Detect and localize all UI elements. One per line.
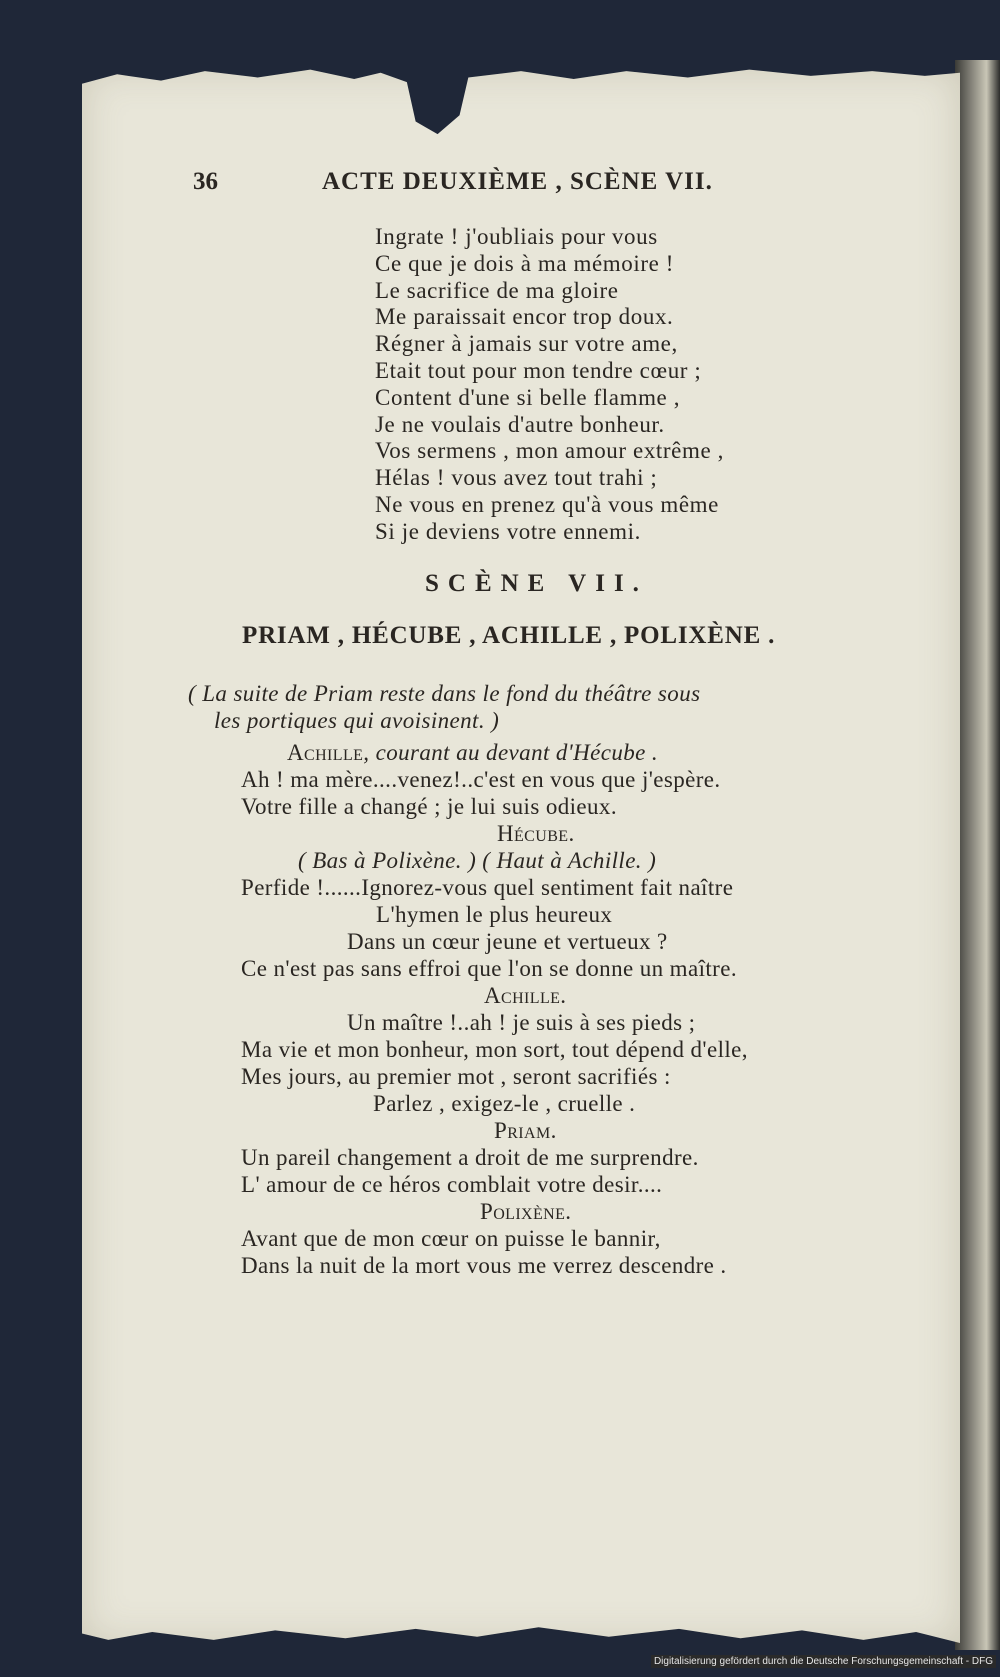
speaker-name: Achille. bbox=[484, 983, 567, 1008]
verse-line: Hélas ! vous avez tout trahi ; bbox=[375, 465, 658, 491]
dialogue-line: Avant que de mon cœur on puisse le bannir, bbox=[241, 1226, 661, 1251]
speaker-name: Achille bbox=[287, 740, 364, 765]
dialogue-line: Dans la nuit de la mort vous me verrez descendre . bbox=[241, 1253, 727, 1278]
verse-line: Si je deviens votre ennemi. bbox=[375, 518, 641, 544]
dialogue-line: Perfide !......Ignorez-vous quel sentiment fait naître bbox=[241, 875, 734, 900]
speaker-name: Hécube. bbox=[497, 821, 575, 846]
speaker-line bbox=[287, 740, 658, 766]
stage-direction bbox=[188, 680, 700, 734]
stage-direction-line: ( La suite de Priam reste dans le fond du théâtre sous bbox=[188, 681, 701, 706]
dialogue-line: Ce n'est pas sans effroi que l'on se donne un maître. bbox=[241, 956, 737, 981]
verse-line: Ne vous en prenez qu'à vous même bbox=[375, 491, 719, 517]
digitization-credit: Digitalisierung gefördert durch die Deutsche Forschungsgemeinschaft - DFG bbox=[651, 1655, 996, 1668]
adjacent-page-edge bbox=[955, 60, 1000, 1650]
dialogue-line: Un pareil changement a droit de me surprendre. bbox=[241, 1145, 699, 1170]
dialogue-line: Votre fille a changé ; je lui suis odieux. bbox=[241, 794, 617, 819]
dialogue-line: Un maître !..ah ! je suis à ses pieds ; bbox=[347, 1010, 696, 1035]
verse-line: Ce que je dois à ma mémoire ! bbox=[375, 250, 675, 276]
dialogue-line: Ah ! ma mère....venez!..c'est en vous que j'espère. bbox=[241, 767, 721, 792]
dialogue-line: Dans un cœur jeune et vertueux ? bbox=[347, 929, 668, 954]
verse-line: Content d'une si belle flamme , bbox=[375, 384, 681, 410]
running-head: ACTE DEUXIÈME , SCÈNE VII. bbox=[322, 168, 713, 195]
verse-block bbox=[375, 224, 724, 546]
dialogue-line: L' amour de ce héros comblait votre desir.... bbox=[241, 1172, 663, 1197]
speaker-direction: , courant au devant d'Hécube . bbox=[363, 740, 659, 765]
verse-line: Vos sermens , mon amour extrême , bbox=[375, 438, 724, 464]
verse-line: Me paraissait encor trop doux. bbox=[375, 304, 674, 330]
verse-line: Régner à jamais sur votre ame, bbox=[375, 331, 678, 357]
dialogue-line: Mes jours, au premier mot , seront sacrifiés : bbox=[241, 1064, 671, 1089]
speaker-name: Polixène. bbox=[480, 1199, 572, 1224]
speaker-name: Priam. bbox=[494, 1118, 557, 1143]
verse-line: Le sacrifice de ma gloire bbox=[375, 277, 619, 303]
page-number: 36 bbox=[193, 168, 218, 195]
speaker-direction: ( Bas à Polixène. ) ( Haut à Achille. ) bbox=[298, 848, 657, 873]
dialogue-line: Parlez , exigez-le , cruelle . bbox=[373, 1091, 636, 1116]
scene-title: SCÈNE VII. bbox=[425, 570, 648, 597]
stage-direction-line: les portiques qui avoisinent. ) bbox=[214, 708, 500, 733]
dialogue-line: L'hymen le plus heureux bbox=[376, 902, 613, 927]
verse-line: Etait tout pour mon tendre cœur ; bbox=[375, 357, 702, 383]
dialogue-line: Ma vie et mon bonheur, mon sort, tout dépend d'elle, bbox=[241, 1037, 748, 1062]
verse-line: Ingrate ! j'oubliais pour vous bbox=[375, 224, 658, 249]
character-list: PRIAM , HÉCUBE , ACHILLE , POLIXÈNE . bbox=[242, 622, 776, 649]
verse-line: Je ne voulais d'autre bonheur. bbox=[375, 411, 665, 437]
